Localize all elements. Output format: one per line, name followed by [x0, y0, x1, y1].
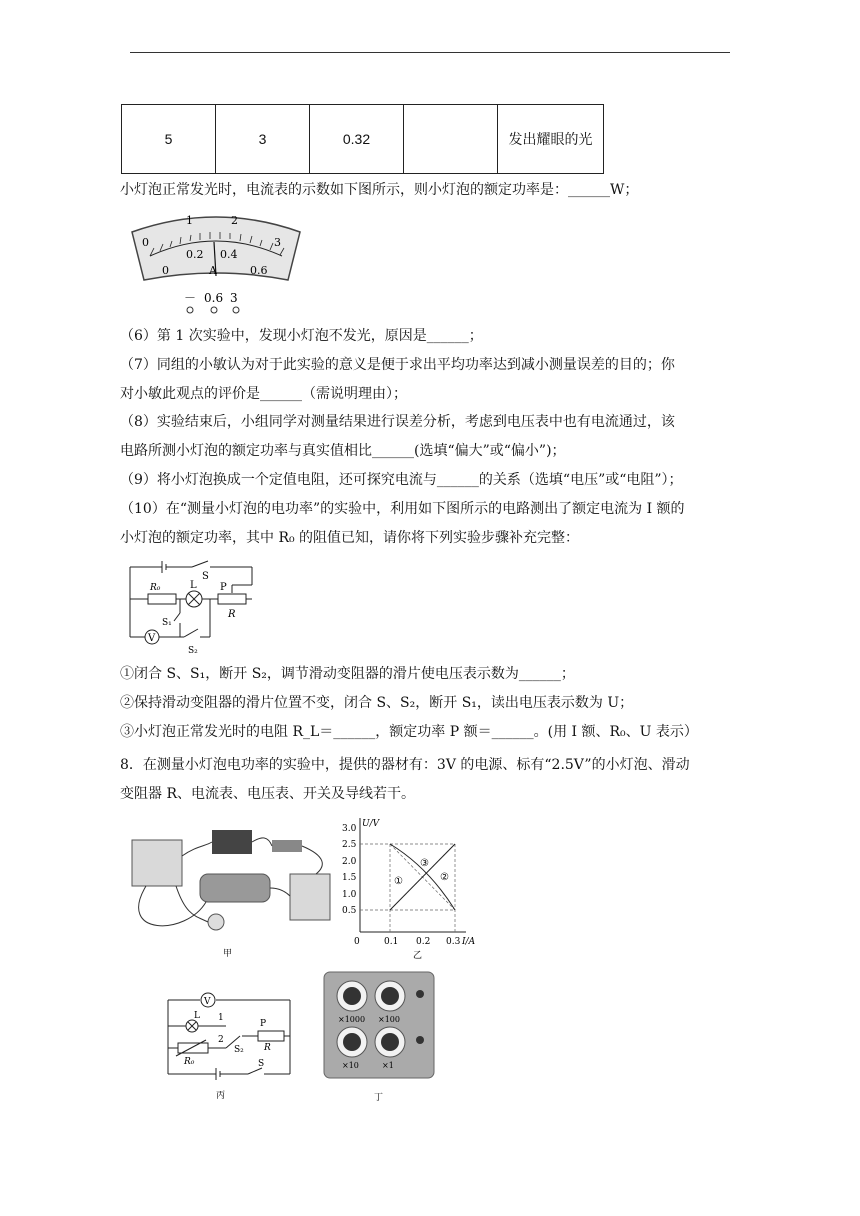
- terminal-icon: [187, 307, 193, 313]
- circuit-label: R: [264, 1043, 271, 1053]
- switch-icon: [272, 840, 302, 852]
- y-tick-label: 2.0: [342, 857, 357, 867]
- x-tick-label: 0: [354, 937, 360, 947]
- table-cell: [404, 105, 498, 174]
- circuit-label: R₀: [150, 583, 161, 593]
- ammeter-icon: [132, 840, 182, 886]
- table-row: [122, 105, 604, 174]
- table-cell-text: 发出耀眼的光: [508, 131, 593, 147]
- circuit-label: L: [194, 1011, 200, 1021]
- circuit-label: S: [202, 571, 209, 582]
- voltmeter-icon: V: [148, 633, 156, 644]
- x-tick-label: 0.1: [384, 937, 399, 947]
- step-line: ②保持滑动变阻器的滑片位置不变，闭合 S、S₂，断开 S₁，读出电压表示数为 U；: [120, 695, 634, 711]
- question-line: 对小敏此观点的评价是______（需说明理由）；: [120, 386, 407, 402]
- circuit-label: P: [260, 1019, 267, 1029]
- y-tick-label: 2.5: [342, 840, 357, 850]
- ammeter-unit: A: [209, 264, 217, 277]
- header-rule: [130, 52, 730, 53]
- y-tick-label: 0.5: [342, 906, 357, 916]
- ammeter-bottom-label: 0: [162, 264, 169, 277]
- x-tick-label: 0.3: [446, 937, 461, 947]
- table-cell: [498, 105, 604, 174]
- curve-label: ①: [394, 876, 403, 887]
- ammeter-top-label: 0: [142, 236, 149, 249]
- ammeter-terminal-label: 3: [230, 291, 238, 305]
- table-cell: 3: [216, 105, 310, 174]
- table-cell: 5: [122, 105, 216, 174]
- ammeter-bottom-label: 0.2: [186, 248, 204, 261]
- curve-label: ③: [420, 858, 429, 869]
- question-line: （6）第 1 次实验中，发现小灯泡不发光，原因是______；: [120, 328, 483, 344]
- y-axis-label: U/V: [362, 819, 380, 829]
- x-axis-label: I/A: [462, 937, 476, 947]
- circuit-diagram-2: [162, 990, 298, 1102]
- step-line: ③小灯泡正常发光时的电阻 R_L＝______，额定功率 P 额＝______。(用 I 额、R₀、U 表示）: [120, 724, 698, 740]
- x-tick-label: 0.2: [416, 937, 431, 947]
- question-line: （9）将小灯泡换成一个定值电阻，还可探究电流与______的关系（选填“电压”或“电阻”）；: [120, 472, 683, 488]
- question-line: 8．在测量小灯泡电功率的实验中，提供的器材有：3V 的电源、标有“2.5V”的小灯泡、滑动: [120, 757, 690, 773]
- voltmeter-icon: V: [204, 997, 211, 1007]
- y-tick-label: 1.0: [342, 890, 357, 900]
- question-line: 电路所测小灯泡的额定功率与真实值相比______(选填“偏大”或“偏小”)；: [120, 443, 566, 459]
- table-cell: 0.32: [310, 105, 404, 174]
- rheostat-icon: [200, 874, 270, 902]
- ammeter-bottom-label: 0.4: [220, 248, 238, 261]
- circuit-label: S₂: [188, 646, 198, 656]
- ammeter-top-label: 3: [274, 236, 281, 249]
- y-tick-label: 3.0: [342, 824, 357, 834]
- question-line: （10）在“测量小灯泡的电功率”的实验中，利用如下图所示的电路测出了额定电流为 I 额的: [120, 501, 685, 517]
- graph-figure: [338, 812, 476, 961]
- step-line: ①闭合 S、S₁，断开 S₂，调节滑动变阻器的滑片使电压表示数为______；: [120, 666, 575, 682]
- figure-caption: 丁: [374, 1093, 384, 1103]
- circuit-label: S₁: [162, 618, 172, 628]
- y-tick-label: 1.5: [342, 873, 357, 883]
- circuit-label: S₂: [234, 1045, 244, 1055]
- multiplier-label: ×100: [378, 1015, 400, 1024]
- multiplier-label: ×1000: [338, 1015, 366, 1024]
- circuit-label: R₀: [184, 1057, 195, 1067]
- ammeter-figure: [128, 212, 304, 316]
- ammeter-top-label: 1: [186, 214, 193, 227]
- circuit-label: S: [258, 1059, 265, 1069]
- figure-caption: 丙: [216, 1091, 226, 1101]
- ammeter-top-label: 2: [231, 214, 238, 227]
- question-line: 变阻器 R、电流表、电压表、开关及导线若干。: [120, 786, 415, 802]
- figure-caption: 甲: [223, 949, 233, 959]
- question-line: （8）实验结束后，小组同学对测量结果进行误差分析，考虑到电压表中也有电流通过，该: [120, 414, 675, 430]
- data-table: [121, 104, 604, 174]
- figure-caption: 乙: [413, 951, 423, 961]
- circuit-diagram-1: [124, 557, 264, 657]
- apparatus-image: [126, 826, 332, 960]
- resistance-box: [322, 970, 436, 1106]
- voltmeter-icon: [290, 874, 330, 920]
- circuit-label: 1: [218, 1013, 224, 1023]
- curve-label: ②: [440, 872, 449, 883]
- circuit-label: R: [228, 609, 236, 620]
- bulb-icon: [208, 914, 224, 930]
- ammeter-bottom-label: 0.6: [250, 264, 268, 277]
- ammeter-terminal-label: －: [184, 291, 197, 305]
- terminal-icon: [233, 307, 239, 313]
- multiplier-label: ×1: [382, 1061, 394, 1070]
- question-line: 小灯泡的额定功率，其中 R₀ 的阻值已知，请你将下列实验步骤补充完整：: [120, 530, 580, 546]
- multiplier-label: ×10: [342, 1061, 359, 1070]
- question-line: （7）同组的小敏认为对于此实验的意义是便于求出平均功率达到减小测量误差的目的；你: [120, 357, 675, 373]
- terminal-icon: [211, 307, 217, 313]
- battery-icon: [212, 830, 252, 854]
- circuit-label: L: [190, 580, 197, 591]
- question-line: 小灯泡正常发光时，电流表的示数如下图所示，则小灯泡的额定功率是：______W；: [120, 182, 639, 198]
- ammeter-terminal-label: 0.6: [204, 291, 224, 305]
- circuit-label: P: [220, 582, 227, 593]
- circuit-label: 2: [218, 1035, 224, 1045]
